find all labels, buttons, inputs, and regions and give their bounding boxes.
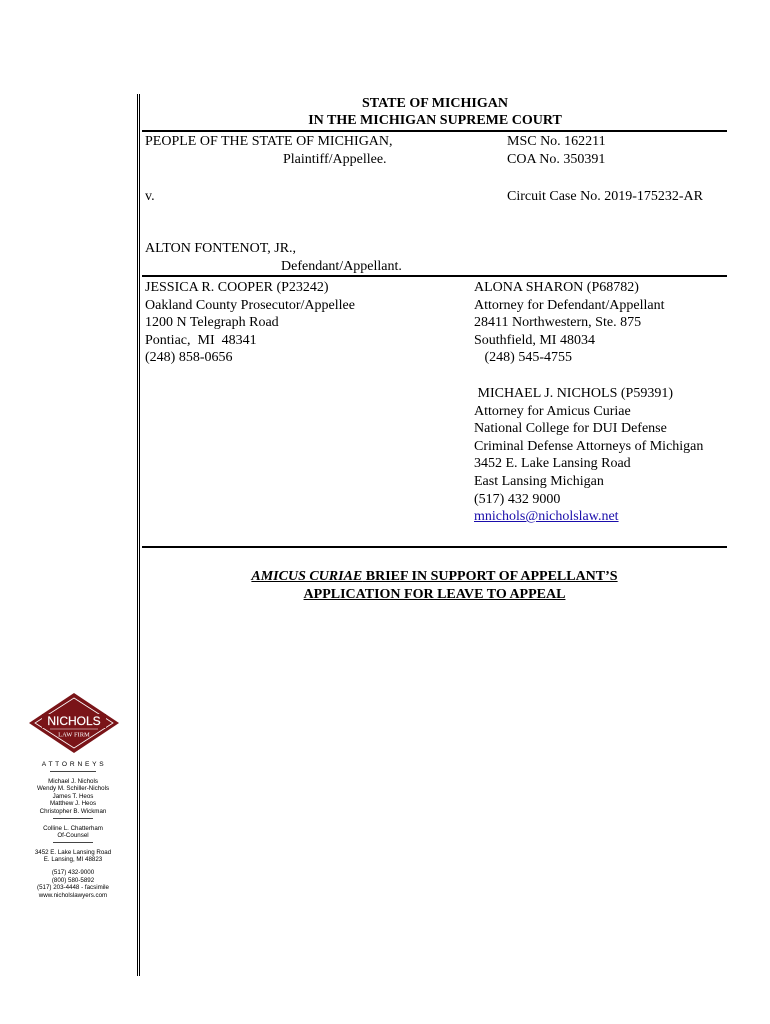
court-header-court: IN THE MICHIGAN SUPREME COURT [308, 113, 562, 128]
attorneys-heading: A T T O R N E Y S [41, 761, 105, 768]
firm-contact-line: (800) 580-5892 [51, 876, 95, 884]
sidebar-divider [50, 771, 96, 772]
coa-number: COA No. 350391 [507, 152, 606, 167]
amicus-counsel-line: National College for DUI Defense [474, 421, 667, 437]
appellee-counsel-line: Oakland County Prosecutor/Appellee [145, 297, 355, 313]
amicus-counsel-block [474, 385, 703, 526]
appellant-counsel-line: (248) 545-4755 [474, 350, 572, 366]
brief-title-line-1 [142, 568, 727, 586]
firm-address-line: 3452 E. Lake Lansing Road [34, 848, 112, 856]
amicus-counsel-line: East Lansing Michigan [474, 473, 604, 489]
law-firm-logo [28, 692, 120, 754]
circuit-case-number: Circuit Case No. 2019-175232-AR [507, 189, 703, 204]
appellee-counsel-line: (248) 858-0656 [145, 350, 233, 366]
defendant-name: ALTON FONTENOT, JR., [145, 241, 297, 256]
appellee-counsel-block [145, 279, 355, 367]
appellee-counsel-line: JESSICA R. COOPER (P23242) [145, 280, 329, 295]
plaintiff-role: Plaintiff/Appellee. [283, 152, 387, 167]
amicus-counsel-line: MICHAEL J. NICHOLS (P59391) [474, 386, 673, 401]
appellant-counsel-block [474, 279, 665, 367]
of-counsel-name: Colline L. Chatterham [43, 824, 103, 832]
brief-title-italic: AMICUS CURIAE [251, 569, 363, 584]
caption-rule [142, 275, 727, 277]
attorney-name: Matthew J. Heos [49, 800, 97, 808]
header-rule [142, 130, 727, 132]
brief-title-line-2: APPLICATION FOR LEAVE TO APPEAL [303, 587, 566, 602]
attorney-name: Wendy M. Schiller-Nichols [36, 785, 110, 793]
firm-address-line: E. Lansing, MI 48823 [43, 856, 103, 864]
appellee-counsel-line: 1200 N Telegraph Road [145, 315, 279, 331]
counsel-rule [142, 546, 727, 548]
firm-website: www.nicholslawyers.com [38, 891, 108, 899]
attorney-name: Michael J. Nichols [48, 777, 98, 785]
margin-rule [137, 94, 140, 976]
amicus-counsel-line: 3452 E. Lake Lansing Road [474, 456, 631, 472]
appellant-counsel-line: Southfield, MI 48034 [474, 332, 595, 348]
sidebar-divider [53, 818, 93, 819]
amicus-counsel-line: Criminal Defense Attorneys of Michigan [474, 438, 704, 454]
court-header-state: STATE OF MICHIGAN [362, 96, 508, 111]
logo-name: NICHOLS [47, 714, 101, 728]
msc-number: MSC No. 162211 [507, 134, 606, 149]
amicus-counsel-line: Attorney for Amicus Curiae [474, 403, 631, 419]
amicus-counsel-line: (517) 432 9000 [474, 491, 561, 507]
appellant-counsel-line: ALONA SHARON (P68782) [474, 280, 639, 295]
attorney-name: James T. Heos [52, 792, 94, 800]
firm-contact-line: (517) 432-9000 [51, 868, 95, 876]
versus: v. [145, 189, 155, 204]
appellee-counsel-line: Pontiac, MI 48341 [145, 332, 257, 348]
brief-title-rest: BRIEF IN SUPPORT OF APPELLANT’S [362, 569, 618, 584]
attorney-name: Christopher B. Wickman [39, 807, 107, 815]
firm-contact-line: (517) 203-4448 - facsimile [37, 884, 109, 892]
logo-subtitle: LAW FIRM [58, 731, 90, 739]
amicus-email-link[interactable]: mnichols@nicholslaw.net [474, 509, 619, 525]
appellant-counsel-line: 28411 Northwestern, Ste. 875 [474, 315, 642, 331]
defendant-role: Defendant/Appellant. [281, 259, 402, 274]
plaintiff-name: PEOPLE OF THE STATE OF MICHIGAN, [145, 134, 393, 149]
of-counsel-label: Of-Counsel [57, 832, 89, 840]
appellant-counsel-line: Attorney for Defendant/Appellant [474, 297, 665, 313]
sidebar-divider [53, 842, 93, 843]
firm-sidebar [22, 761, 124, 899]
